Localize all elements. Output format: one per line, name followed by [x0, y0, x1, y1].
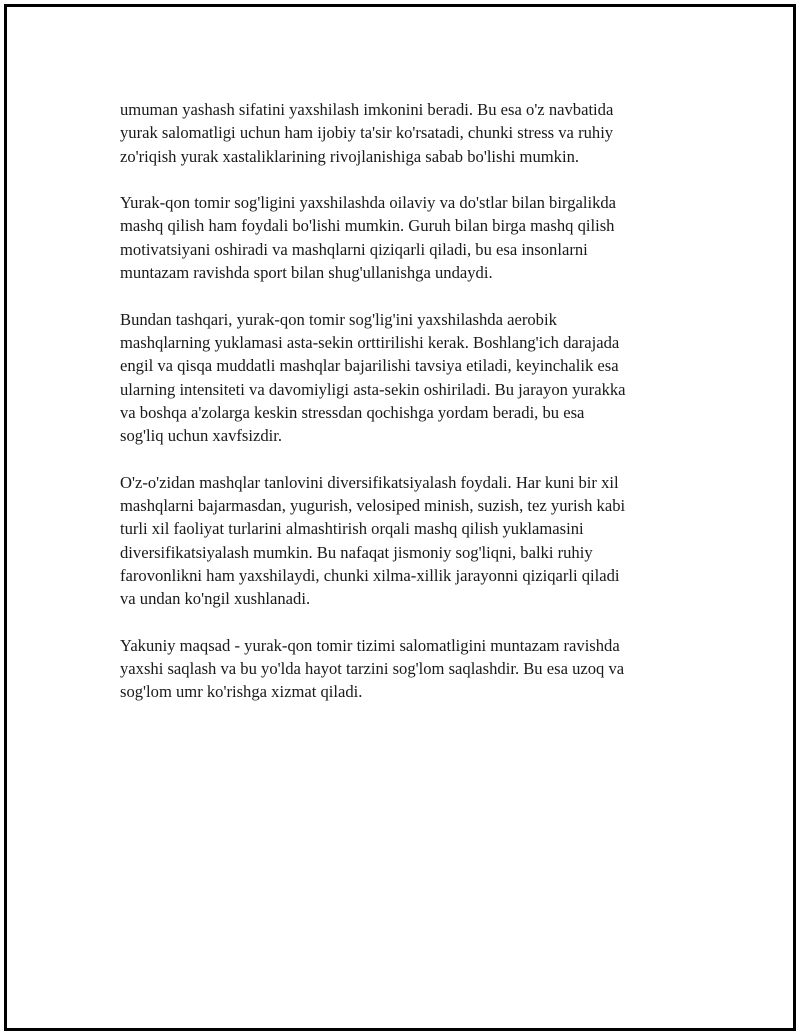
text-line: motivatsiyani oshiradi va mashqlarni qiziqarli qiladi, bu esa insonlarni [120, 239, 588, 259]
text-line: Yakuniy maqsad - yurak-qon tomir tizimi salomatligini muntazam ravishda [120, 635, 620, 655]
text-line: turli xil faoliyat turlarini almashtirish orqali mashq qilish yuklamasini [120, 519, 584, 539]
text-line: yurak salomatligi uchun ham ijobiy ta'sir ko'rsatadi, chunki stress va ruhiy [120, 123, 614, 143]
text-line: mashqlarni bajarmasdan, yugurish, velosiped minish, suzish, tez yurish kabi [120, 496, 626, 516]
paragraph-1 [120, 98, 700, 168]
text-line: farovonlikni ham yaxshilaydi, chunki xilma-xillik jarayonni qiziqarli qiladi [120, 565, 620, 585]
text-line: mashqlarning yuklamasi asta-sekin orttirilishi kerak. Boshlang'ich darajada [120, 332, 620, 352]
paragraph-2 [120, 191, 700, 284]
text-line: ularning intensiteti va davomiyligi asta-sekin oshiriladi. Bu jarayon yurakka [120, 379, 626, 399]
text-line: va undan ko'ngil xushlanadi. [120, 589, 311, 609]
text-line: yaxshi saqlash va bu yo'lda hayot tarzini sog'lom saqlashdir. Bu esa uzoq va [120, 659, 625, 679]
paragraph-4 [120, 471, 700, 611]
text-line: va boshqa a'zolarga keskin stressdan qochishga yordam beradi, bu esa [120, 402, 585, 422]
text-line: muntazam ravishda sport bilan shug'ullanishga undaydi. [120, 263, 493, 283]
text-line: O'z-o'zidan mashqlar tanlovini diversifikatsiyalash foydali. Har kuni bir xil [120, 472, 619, 492]
text-line: sog'lom umr ko'rishga xizmat qiladi. [120, 682, 363, 702]
text-line: umuman yashash sifatini yaxshilash imkonini beradi. Bu esa o'z navbatida [120, 100, 614, 119]
text-line: engil va qisqa muddatli mashqlar bajarilishi tavsiya etiladi, keyinchalik esa [120, 356, 619, 376]
text-line: Yurak-qon tomir sog'ligini yaxshilashda oilaviy va do'stlar bilan birgalikda [120, 193, 617, 213]
document-body [120, 98, 700, 727]
text-line: Bundan tashqari, yurak-qon tomir sog'lig'ini yaxshilashda aerobik [120, 309, 557, 329]
text-line: diversifikatsiyalash mumkin. Bu nafaqat jismoniy sog'liqni, balki ruhiy [120, 542, 593, 562]
text-line: zo'riqish yurak xastaliklarining rivojlanishiga sabab bo'lishi mumkin. [120, 146, 580, 166]
paragraph-3 [120, 308, 700, 448]
text-line: sog'liq uchun xavfsizdir. [120, 426, 282, 446]
document-page [4, 4, 796, 1031]
paragraph-5 [120, 634, 700, 704]
text-line: mashq qilish ham foydali bo'lishi mumkin. Guruh bilan birga mashq qilish [120, 216, 615, 236]
